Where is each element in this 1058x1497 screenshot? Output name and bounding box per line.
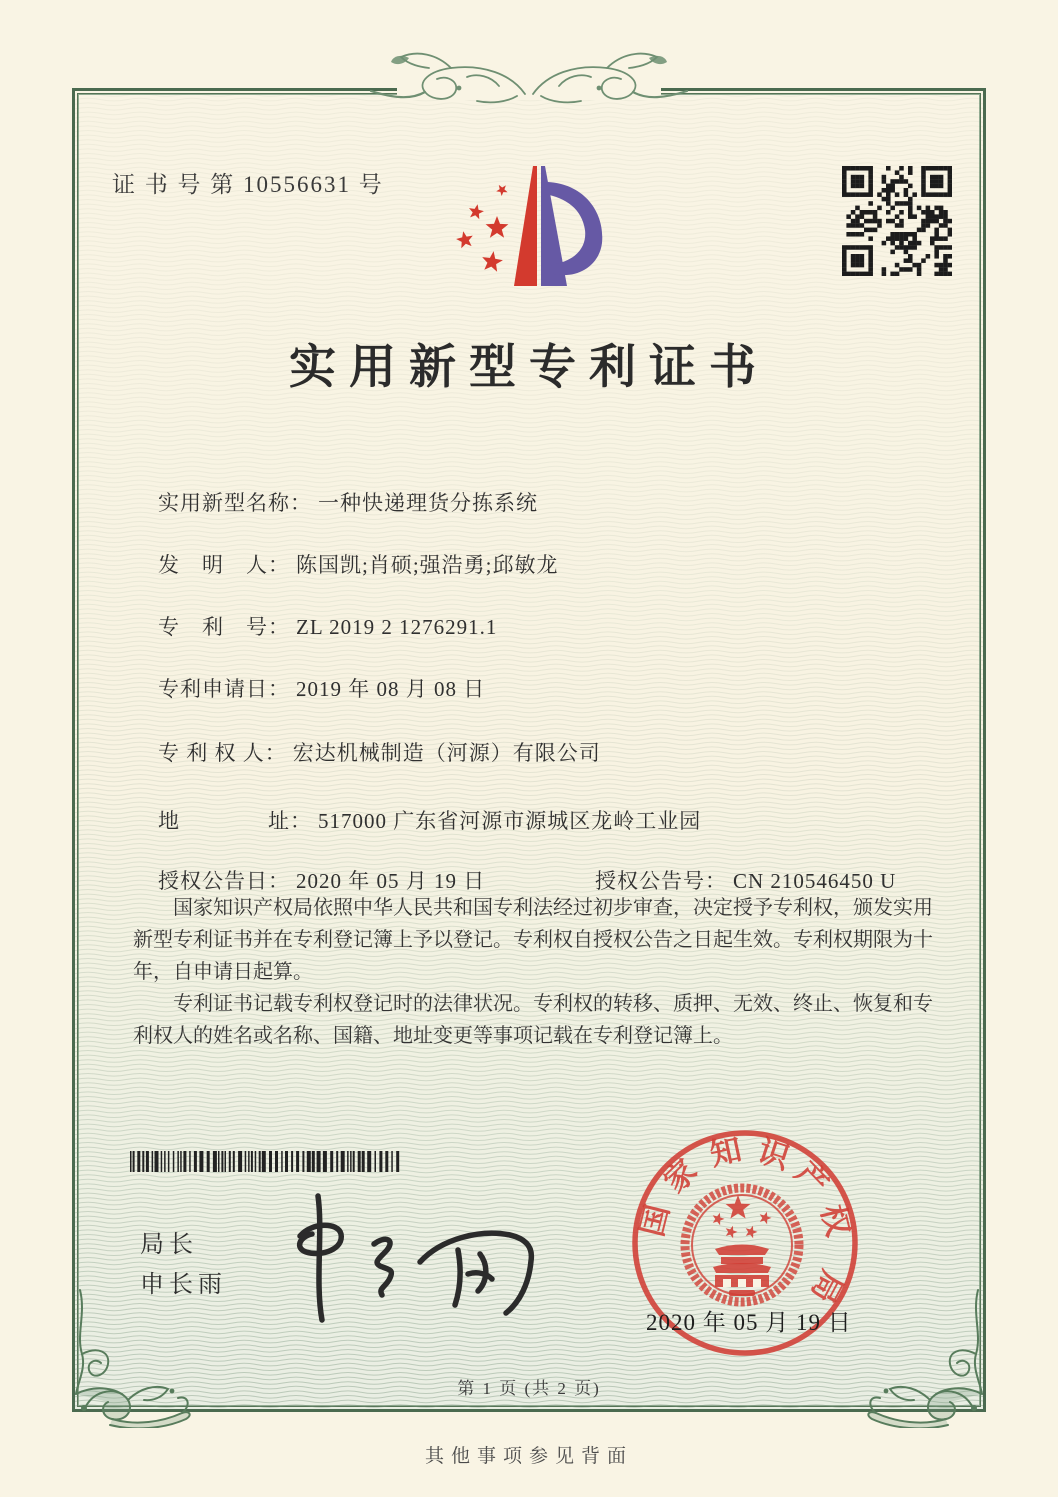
- field-value: 一种快递理货分拣系统: [318, 491, 538, 515]
- field-label: 地 址：: [158, 809, 312, 833]
- field-value: CN 210546450 U: [733, 869, 897, 893]
- field-value: 陈国凯;肖硕;强浩勇;邱敏龙: [296, 553, 559, 577]
- legal-body-text: [133, 892, 933, 1052]
- certificate-title: 实用新型专利证书: [289, 342, 769, 394]
- corner-flourish-right-icon: [862, 1288, 994, 1428]
- svg-text:知: 知: [706, 1131, 745, 1173]
- certificate-number: 证 书 号 第 10556631 号: [112, 172, 384, 197]
- field-label: 授权公告号：: [595, 869, 727, 893]
- field-label: 专 利 权 人：: [158, 741, 287, 765]
- svg-text:产: 产: [788, 1155, 836, 1202]
- cnipa-patent-logo-icon: [438, 154, 660, 306]
- svg-text:局: 局: [804, 1264, 850, 1309]
- field-label: 发 明 人：: [158, 553, 290, 577]
- field-label: 授权公告日：: [158, 869, 290, 893]
- qr-code: [842, 166, 952, 276]
- svg-text:权: 权: [814, 1201, 856, 1240]
- svg-text:家: 家: [657, 1152, 704, 1200]
- field-value: 宏达机械制造（河源）有限公司: [292, 741, 601, 765]
- page-number: 第 1 页 (共 2 页): [457, 1379, 601, 1398]
- issuer-name: 申长雨: [140, 1271, 227, 1298]
- corner-flourish-left-icon: [64, 1288, 196, 1428]
- issuer-title: 局长: [140, 1231, 198, 1258]
- field-label: 专利申请日：: [158, 677, 290, 701]
- seal-date: 2020 年 05 月 19 日: [646, 1310, 852, 1335]
- back-side-note: 其他事项参见背面: [424, 1446, 633, 1467]
- legal-paragraph-2: 专利证书记载专利权登记时的法律状况。专利权的转移、质押、无效、终止、恢复和专利权人的姓名或名称、国籍、地址变更等事项记载在专利登记簿上。: [133, 993, 933, 1047]
- field-value: 2020 年 05 月 19 日: [296, 869, 486, 893]
- barcode: [130, 1151, 404, 1172]
- field-value: 2019 年 08 月 08 日: [296, 677, 486, 701]
- field-label: 实用新型名称：: [158, 491, 312, 515]
- director-signature: [282, 1182, 552, 1332]
- top-border-ornament-icon: [369, 44, 689, 128]
- svg-text:识: 识: [753, 1133, 794, 1177]
- field-value: ZL 2019 2 1276291.1: [296, 615, 498, 639]
- field-value: 517000 广东省河源市源城区龙岭工业园: [318, 809, 702, 833]
- field-label: 专 利 号：: [158, 615, 290, 639]
- svg-text:国: 国: [634, 1201, 676, 1240]
- legal-paragraph-1: 国家知识产权局依照中华人民共和国专利法经过初步审查，决定授予专利权，颁发实用新型专利证书并在专利登记簿上予以登记。专利权自授权公告之日起生效。专利权期限为十年，自申请日起算。: [133, 897, 933, 983]
